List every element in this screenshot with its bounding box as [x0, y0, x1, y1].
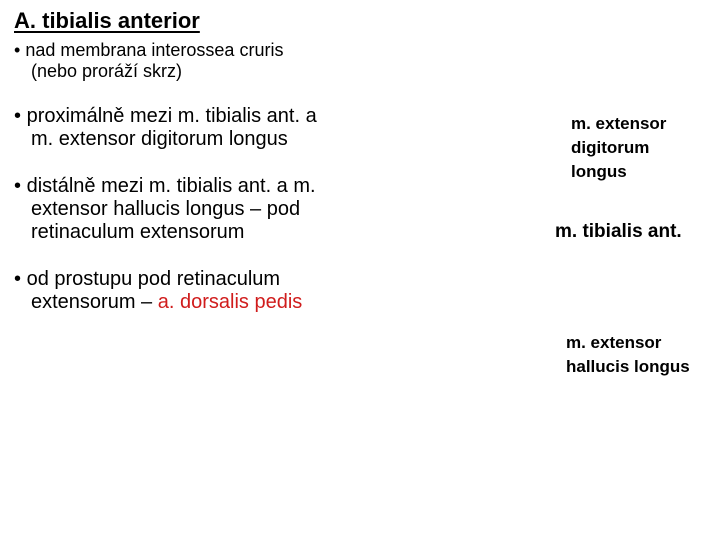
slide-title: A. tibialis anterior [14, 8, 200, 33]
bullet-line [14, 291, 302, 314]
bullet-retinaculum [14, 268, 302, 314]
bullet-marker: • [14, 105, 22, 127]
bullet-line: m. extensor digitorum longus [31, 128, 288, 150]
label-line: digitorum [571, 138, 650, 157]
bullet-line [14, 175, 316, 198]
bullet-text: od prostupu pod retinaculum [26, 268, 281, 290]
dorsalis-pedis-highlight: a. dorsalis pedis [157, 291, 303, 313]
label-line: m. extensor [571, 114, 667, 133]
bullet-distal [14, 175, 316, 244]
bullet-text: extensorum – [31, 291, 158, 313]
bullet-marker: • [14, 268, 22, 290]
label-line: m. tibialis ant. [555, 221, 682, 242]
bullet-line: extensor hallucis longus – pod [31, 198, 301, 220]
label-extensor-digitorum-longus [571, 112, 666, 184]
bullet-membrana-interossea [14, 40, 283, 82]
bullet-text: distálně mezi m. tibialis ant. a m. [26, 175, 316, 197]
bullet-text: nad membrana interossea cruris [25, 40, 284, 60]
bullet-text: proximálně mezi m. tibialis ant. a [26, 105, 317, 127]
bullet-line [14, 268, 302, 291]
label-line: m. extensor [566, 333, 662, 352]
bullet-line: retinaculum extensorum [31, 221, 245, 243]
bullet-proximal [14, 105, 317, 151]
bullet-line: (nebo proráží skrz) [31, 61, 183, 81]
label-tibialis-anterior [555, 220, 682, 244]
bullet-marker: • [14, 175, 22, 197]
label-extensor-hallucis-longus [566, 331, 690, 379]
label-line: longus [571, 162, 627, 181]
bullet-marker: • [14, 40, 21, 60]
label-line: hallucis longus [566, 357, 690, 376]
bullet-line [14, 105, 317, 128]
bullet-line [14, 40, 283, 61]
